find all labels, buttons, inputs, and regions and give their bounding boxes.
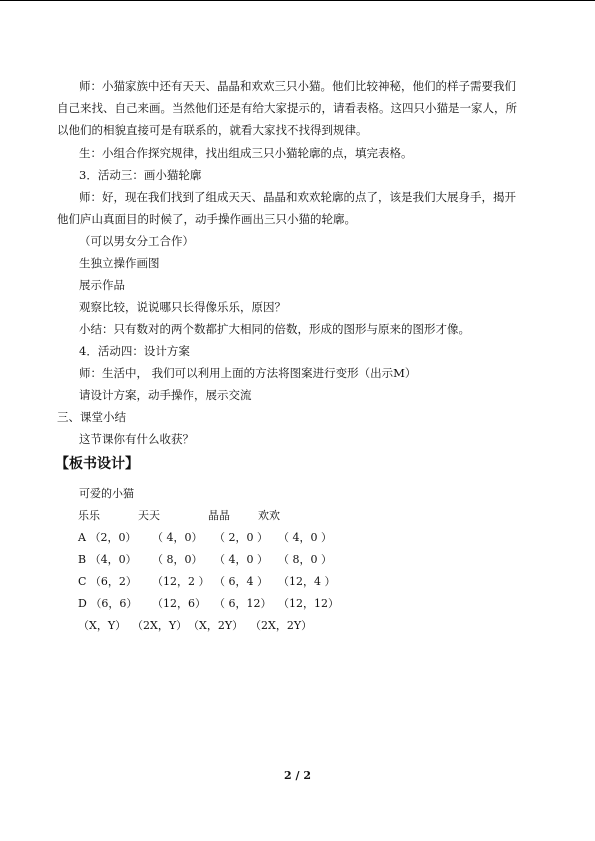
table-header-cell: 晶晶 [208, 509, 230, 522]
paragraph-line: （可以男女分工合作） [79, 234, 194, 248]
paragraph-line: 三、课堂小结 [57, 410, 126, 424]
formula-cell: （X，Y） [78, 619, 127, 632]
paragraph-line: 这节课你有什么收获？ [79, 432, 194, 446]
table-cell: （ 6，4 ） [214, 575, 268, 588]
table-cell: C （6，2） [78, 575, 137, 588]
paragraph-line: 自己来找、自己来画。当然他们还是有给大家提示的，请看表格。这四只小猫是一家人，所 [57, 101, 517, 115]
paragraph-line: 生独立操作画图 [79, 256, 160, 270]
paragraph-line: 观察比较，说说哪只长得像乐乐，原因？ [79, 300, 286, 314]
table-cell: （ 4，0 ） [214, 553, 268, 566]
paragraph-line: 以他们的相貌直接可是有联系的，就看大家找不找得到规律。 [57, 123, 368, 137]
table-cell: （ 4，0 ） [278, 531, 332, 544]
table-cell: （12，12） [278, 597, 339, 610]
board-design-heading: 【板书设计】 [55, 456, 139, 472]
board-title: 可爱的小猫 [79, 487, 134, 500]
paragraph-line: 请设计方案，动手操作，展示交流 [79, 388, 252, 402]
table-cell: （ 4，0） [152, 531, 203, 544]
paragraph-line: 4．活动四：设计方案 [79, 344, 190, 358]
table-cell: （12，6） [152, 597, 206, 610]
formula-cell: （2X，Y） [132, 619, 188, 632]
table-cell: （12，4 ） [278, 575, 336, 588]
paragraph-line: 师：生活中， 我们可以利用上面的方法将图案进行变形（出示M） [79, 366, 417, 380]
table-cell: （ 8，0） [152, 553, 203, 566]
paragraph-line: 3．活动三：画小猫轮廓 [79, 168, 202, 182]
table-cell: （ 2，0 ） [214, 531, 268, 544]
table-header-cell: 乐乐 [78, 509, 100, 522]
paragraph-line: 小结：只有数对的两个数都扩大相同的倍数，形成的图形与原来的图形才像。 [79, 322, 470, 336]
paragraph-line: 生：小组合作探究规律，找出组成三只小猫轮廓的点，填完表格。 [79, 146, 413, 160]
table-header-cell: 天天 [138, 509, 160, 522]
table-cell: （ 6，12） [214, 597, 272, 610]
table-cell: （12，2 ） [152, 575, 210, 588]
table-cell: D （6，6） [78, 597, 138, 610]
table-cell: B （4，0） [78, 553, 137, 566]
page-number: 2 / 2 [284, 769, 311, 782]
formula-cell: （X，2Y） [188, 619, 244, 632]
table-cell: （ 8，0 ） [278, 553, 332, 566]
formula-cell: （2X，2Y） [250, 619, 313, 632]
paragraph-line: 师：好，现在我们找到了组成天天、晶晶和欢欢轮廓的点了，该是我们大展身手，揭开 [79, 190, 516, 204]
paragraph-line: 展示作品 [79, 278, 125, 292]
table-header-cell: 欢欢 [258, 509, 280, 522]
paragraph-line: 他们庐山真面目的时候了，动手操作画出三只小猫的轮廓。 [57, 212, 356, 226]
top-rule [0, 0, 595, 1]
paragraph-line: 师：小猫家族中还有天天、晶晶和欢欢三只小猫。他们比较神秘，他们的样子需要我们 [79, 79, 516, 93]
table-cell: A （2，0） [78, 531, 137, 544]
